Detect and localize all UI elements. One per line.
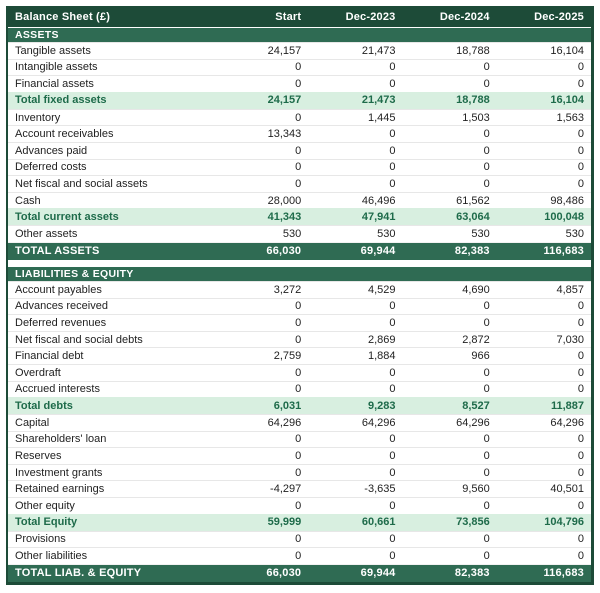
cell-value: 530 — [282, 228, 302, 241]
row-label: Accrued interests — [15, 383, 100, 396]
cell-value: 0 — [389, 128, 396, 141]
cell-value: 0 — [295, 433, 302, 446]
cell-value: 0 — [295, 450, 302, 463]
cell-value: 0 — [577, 128, 584, 141]
row-label: Total fixed assets — [15, 94, 107, 107]
subtotal-row-total-fixed-assets — [8, 92, 591, 109]
cell-value: 64,296 — [267, 416, 302, 429]
cell-value: 0 — [295, 466, 302, 479]
cell-value: 0 — [295, 316, 302, 329]
cell-value: 2,872 — [462, 333, 490, 346]
section-header-assets — [8, 27, 591, 42]
cell-value: 13,343 — [267, 128, 302, 141]
cell-value: 1,503 — [462, 111, 490, 124]
balance-sheet-table — [6, 6, 594, 585]
cell-value: 0 — [577, 350, 584, 363]
cell-value: 64,296 — [361, 416, 396, 429]
section-label: LIABILITIES & EQUITY — [15, 267, 134, 280]
cell-value: -3,635 — [364, 483, 396, 496]
cell-value: 0 — [483, 499, 490, 512]
table-row-deferred-costs — [8, 159, 591, 176]
cell-value: 9,560 — [462, 483, 490, 496]
cell-value: 11,887 — [550, 399, 584, 412]
row-label: Inventory — [15, 111, 61, 124]
row-label: Deferred revenues — [15, 316, 107, 329]
cell-value: 0 — [389, 300, 396, 313]
row-label: Reserves — [15, 450, 62, 463]
row-label: Financial assets — [15, 77, 94, 90]
row-label: Net fiscal and social assets — [15, 177, 148, 190]
cell-value: 0 — [295, 161, 302, 174]
table-row-tangible-assets — [8, 42, 591, 59]
row-label: Total debts — [15, 399, 73, 412]
cell-value: 0 — [389, 61, 396, 74]
table-row-investment-grants — [8, 464, 591, 481]
cell-value: 0 — [295, 111, 302, 124]
row-label: Intangible assets — [15, 61, 98, 74]
row-label: Tangible assets — [15, 44, 91, 57]
cell-value: -4,297 — [270, 483, 302, 496]
row-label: Capital — [15, 416, 50, 429]
cell-value: 0 — [389, 550, 396, 563]
cell-value: 0 — [389, 383, 396, 396]
cell-value: 0 — [389, 433, 396, 446]
cell-value: 64,296 — [550, 416, 584, 429]
cell-value: 2,869 — [367, 333, 396, 346]
cell-value: 3,272 — [273, 283, 302, 296]
cell-value: 0 — [389, 450, 396, 463]
table-row-accrued-interests — [8, 381, 591, 398]
cell-value: 0 — [483, 316, 490, 329]
row-label: Advances paid — [15, 144, 88, 157]
cell-value: 1,563 — [556, 111, 584, 124]
cell-value: 0 — [483, 550, 490, 563]
cell-value: 41,343 — [267, 210, 302, 223]
cell-value: 9,283 — [367, 399, 396, 412]
total-row-total-assets — [8, 242, 591, 260]
cell-value: 0 — [483, 300, 490, 313]
cell-value: 46,496 — [361, 194, 396, 207]
cell-value: 0 — [577, 499, 584, 512]
table-row-net-fiscal-and-social-assets — [8, 175, 591, 192]
table-row-reserves — [8, 447, 591, 464]
cell-value: 47,941 — [361, 210, 396, 223]
table-row-inventory — [8, 109, 591, 126]
cell-value: 0 — [389, 316, 396, 329]
total-row-total-liab-equity — [8, 564, 591, 582]
row-label: Other assets — [15, 228, 78, 241]
section-header-liabilities-equity — [8, 266, 591, 281]
cell-value: 18,788 — [456, 44, 490, 57]
cell-value: 0 — [577, 177, 584, 190]
cell-value: 0 — [577, 383, 584, 396]
cell-value: 116,683 — [543, 567, 584, 580]
column-header-dec-2024: Dec-2024 — [439, 10, 490, 23]
table-row-other-equity — [8, 497, 591, 514]
cell-value: 104,796 — [544, 516, 584, 529]
cell-value: 0 — [295, 333, 302, 346]
cell-value: 0 — [483, 144, 490, 157]
table-body — [8, 27, 591, 582]
cell-value: 0 — [483, 77, 490, 90]
cell-value: 0 — [577, 316, 584, 329]
cell-value: 7,030 — [556, 333, 584, 346]
cell-value: 0 — [295, 550, 302, 563]
row-label: Shareholders' loan — [15, 433, 107, 446]
table-row-overdraft — [8, 364, 591, 381]
cell-value: 16,104 — [550, 94, 584, 107]
cell-value: 0 — [295, 499, 302, 512]
table-row-financial-assets — [8, 75, 591, 92]
cell-value: 0 — [577, 533, 584, 546]
cell-value: 69,944 — [360, 245, 396, 258]
cell-value: 61,562 — [456, 194, 490, 207]
cell-value: 66,030 — [266, 567, 302, 580]
row-label: Advances received — [15, 300, 108, 313]
table-title: Balance Sheet (£) — [15, 10, 111, 23]
cell-value: 0 — [483, 161, 490, 174]
cell-value: 0 — [577, 300, 584, 313]
section-label: ASSETS — [15, 29, 59, 41]
cell-value: 2,759 — [273, 350, 302, 363]
cell-value: 16,104 — [550, 44, 584, 57]
table-row-deferred-revenues — [8, 314, 591, 331]
cell-value: 0 — [483, 366, 490, 379]
row-label: Financial debt — [15, 350, 84, 363]
subtotal-row-total-debts — [8, 397, 591, 414]
cell-value: 0 — [577, 550, 584, 563]
table-row-retained-earnings — [8, 480, 591, 497]
cell-value: 0 — [389, 144, 396, 157]
row-label: Total Equity — [15, 516, 78, 529]
column-header-start: Start — [275, 10, 302, 23]
table-row-intangible-assets — [8, 59, 591, 76]
cell-value: 0 — [577, 144, 584, 157]
table-row-cash — [8, 192, 591, 209]
cell-value: 0 — [483, 383, 490, 396]
cell-value: 0 — [295, 144, 302, 157]
table-row-capital — [8, 414, 591, 431]
table-header-row — [8, 6, 591, 27]
cell-value: 0 — [295, 366, 302, 379]
cell-value: 59,999 — [267, 516, 302, 529]
cell-value: 60,661 — [361, 516, 396, 529]
cell-value: 0 — [389, 161, 396, 174]
table-row-account-receivables — [8, 125, 591, 142]
table-row-provisions — [8, 531, 591, 548]
cell-value: 73,856 — [456, 516, 490, 529]
cell-value: 530 — [377, 228, 396, 241]
cell-value: 530 — [471, 228, 490, 241]
subtotal-row-total-equity — [8, 514, 591, 531]
cell-value: 40,501 — [550, 483, 584, 496]
row-label: Total current assets — [15, 210, 119, 223]
table-row-other-liabilities — [8, 547, 591, 564]
cell-value: 0 — [389, 466, 396, 479]
cell-value: 0 — [389, 499, 396, 512]
cell-value: 0 — [295, 300, 302, 313]
cell-value: 0 — [483, 61, 490, 74]
row-label: Account receivables — [15, 128, 114, 141]
row-label: TOTAL ASSETS — [15, 245, 100, 258]
row-label: Other equity — [15, 499, 75, 512]
cell-value: 0 — [577, 433, 584, 446]
row-label: Account payables — [15, 283, 102, 296]
cell-value: 0 — [295, 77, 302, 90]
table-row-shareholders-loan — [8, 431, 591, 448]
cell-value: 82,383 — [454, 567, 490, 580]
cell-value: 28,000 — [267, 194, 302, 207]
cell-value: 0 — [389, 533, 396, 546]
cell-value: 530 — [565, 228, 584, 241]
cell-value: 8,527 — [462, 399, 490, 412]
cell-value: 63,064 — [456, 210, 490, 223]
cell-value: 0 — [577, 77, 584, 90]
cell-value: 0 — [577, 61, 584, 74]
cell-value: 0 — [389, 177, 396, 190]
cell-value: 21,473 — [361, 94, 396, 107]
cell-value: 100,048 — [544, 210, 584, 223]
cell-value: 0 — [295, 533, 302, 546]
row-label: Provisions — [15, 533, 66, 546]
table-row-financial-debt — [8, 347, 591, 364]
subtotal-row-total-current-assets — [8, 208, 591, 225]
cell-value: 1,445 — [367, 111, 396, 124]
cell-value: 0 — [389, 77, 396, 90]
cell-value: 0 — [577, 466, 584, 479]
cell-value: 24,157 — [267, 44, 302, 57]
cell-value: 0 — [483, 177, 490, 190]
cell-value: 0 — [483, 128, 490, 141]
cell-value: 24,157 — [267, 94, 302, 107]
cell-value: 21,473 — [361, 44, 396, 57]
cell-value: 0 — [295, 177, 302, 190]
cell-value: 0 — [483, 450, 490, 463]
row-label: Overdraft — [15, 366, 61, 379]
row-label: TOTAL LIAB. & EQUITY — [15, 567, 142, 580]
cell-value: 0 — [483, 533, 490, 546]
row-label: Investment grants — [15, 466, 103, 479]
row-label: Other liabilities — [15, 550, 88, 563]
table-row-advances-received — [8, 298, 591, 315]
cell-value: 1,884 — [367, 350, 396, 363]
cell-value: 0 — [483, 466, 490, 479]
cell-value: 4,690 — [462, 283, 490, 296]
cell-value: 4,857 — [556, 283, 584, 296]
cell-value: 0 — [577, 366, 584, 379]
cell-value: 0 — [295, 383, 302, 396]
cell-value: 0 — [577, 450, 584, 463]
cell-value: 66,030 — [266, 245, 302, 258]
cell-value: 116,683 — [543, 245, 584, 258]
row-label: Deferred costs — [15, 161, 87, 174]
cell-value: 98,486 — [550, 194, 584, 207]
row-label: Net fiscal and social debts — [15, 333, 143, 346]
table-row-advances-paid — [8, 142, 591, 159]
cell-value: 64,296 — [456, 416, 490, 429]
row-label: Retained earnings — [15, 483, 105, 496]
cell-value: 0 — [483, 433, 490, 446]
cell-value: 82,383 — [454, 245, 490, 258]
column-header-dec-2025: Dec-2025 — [534, 10, 584, 23]
cell-value: 0 — [577, 161, 584, 174]
column-header-dec-2023: Dec-2023 — [345, 10, 396, 23]
cell-value: 0 — [389, 366, 396, 379]
cell-value: 4,529 — [367, 283, 396, 296]
cell-value: 966 — [471, 350, 490, 363]
table-row-net-fiscal-and-social-debts — [8, 331, 591, 348]
cell-value: 0 — [295, 61, 302, 74]
table-row-other-assets — [8, 225, 591, 242]
cell-value: 6,031 — [273, 399, 302, 412]
table-row-account-payables — [8, 281, 591, 298]
row-label: Cash — [15, 194, 41, 207]
cell-value: 18,788 — [456, 94, 490, 107]
cell-value: 69,944 — [360, 567, 396, 580]
